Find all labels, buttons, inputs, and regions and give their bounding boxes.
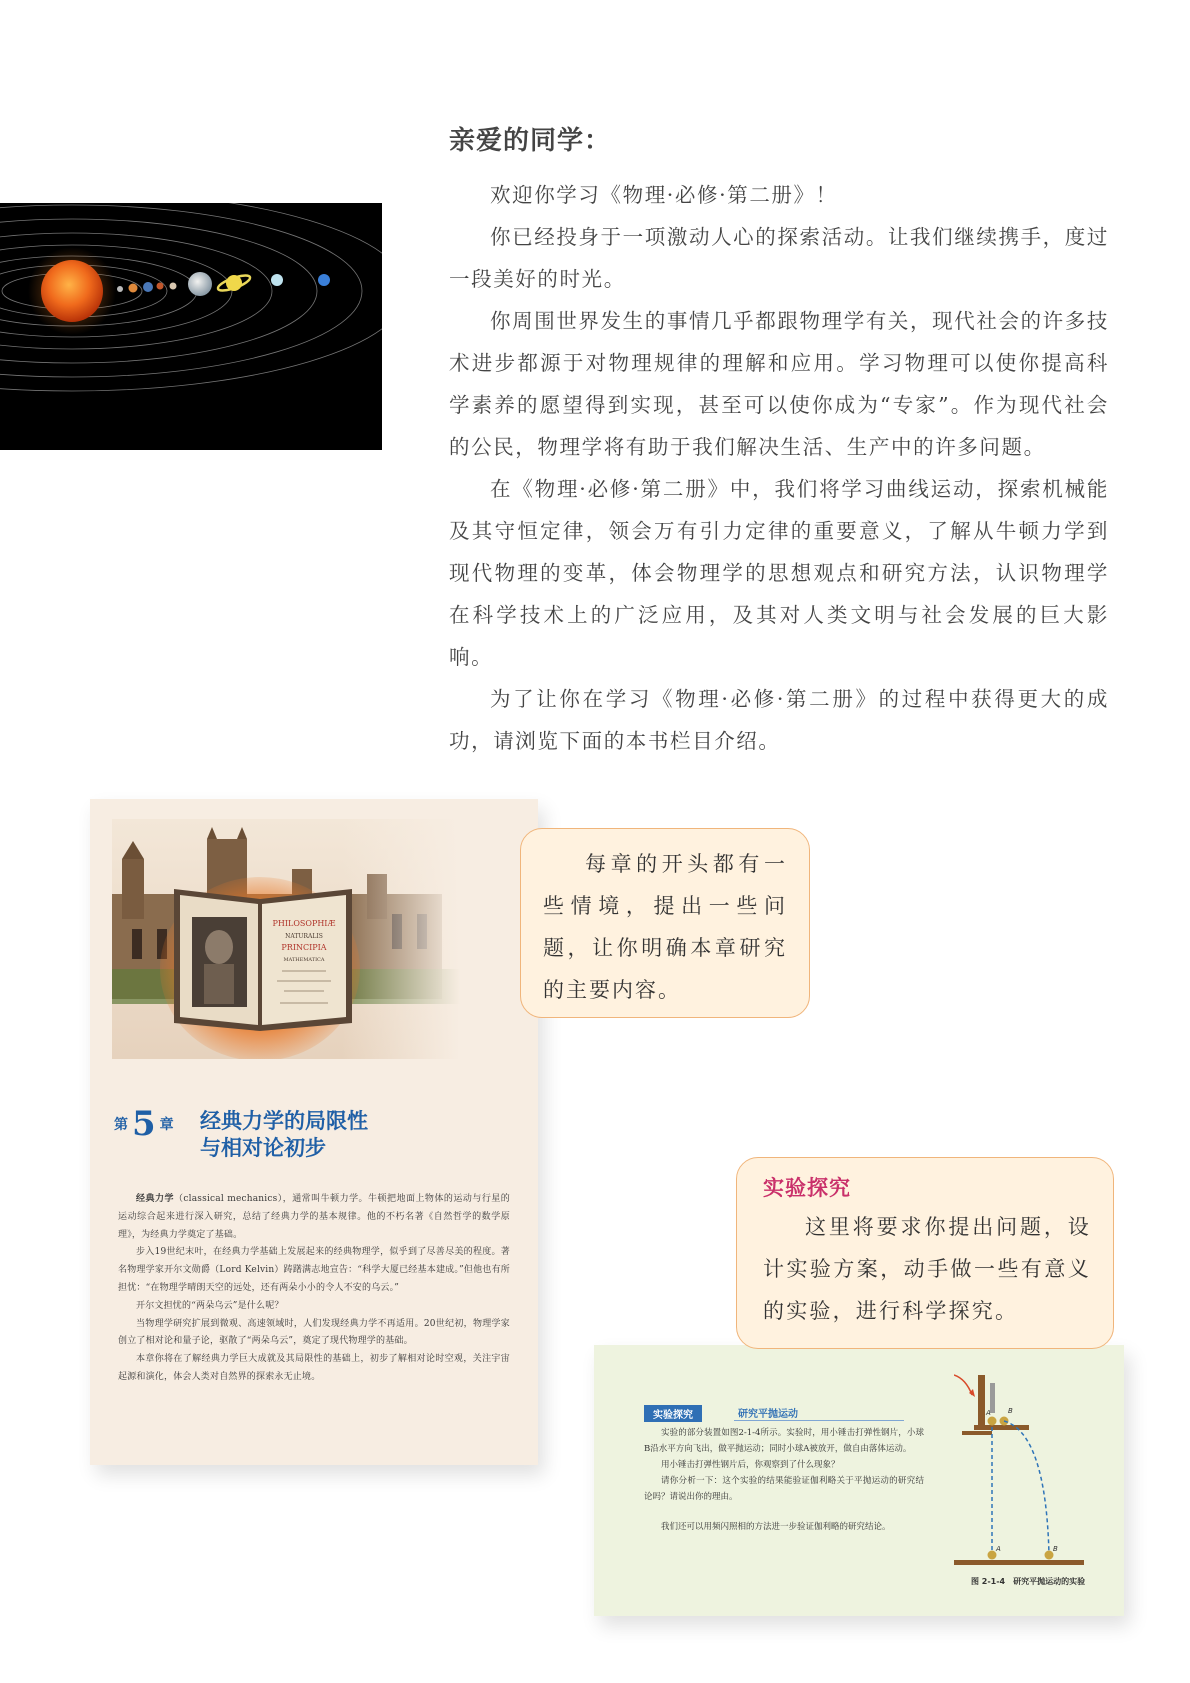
letter-paragraph: 你周围世界发生的事情几乎都跟物理学有关，现代社会的许多技术进步都源于对物理规律的理解和应用。学习物理可以使你提高科学素养的愿望得到实现，甚至可以使你成为“专家”。作为现代社会的公民，物理学将有助于我们解决生活、生产中的许多问题。: [449, 309, 1109, 459]
chapter-intro-paragraph: 当物理学研究扩展到微观、高速领域时，人们发现经典力学不再适用。20世纪初，物理学家创立了相对论和量子论，驱散了“两朵乌云”，奠定了现代物理学的基础。: [118, 1318, 510, 1347]
apparatus-stand: [978, 1375, 985, 1425]
planet-earth: [143, 282, 153, 292]
chapter-intro: [118, 1191, 510, 1387]
experiment-paragraph: 用小锤击打弹性钢片后，你观察到了什么现象？: [661, 1460, 840, 1470]
book-title-line: MATHEMATICA: [283, 957, 325, 963]
experiment-badge: 实验探究: [644, 1405, 702, 1422]
chapter-intro-paragraph: 开尔文担忧的“两朵乌云”是什么呢？: [136, 1300, 284, 1311]
experiment-paragraph: 我们还可以用频闪照相的方法进一步验证伽利略的研究结论。: [661, 1522, 891, 1532]
chapter-title-line: 与相对论初步: [200, 1135, 326, 1160]
label-b: B: [1053, 1545, 1058, 1553]
solar-system-image: [0, 203, 382, 450]
experiment-callout-title: 实验探究: [763, 1175, 851, 1200]
book-title-line: NATURALIS: [285, 933, 323, 940]
planet-jupiter: [188, 272, 212, 296]
chapter-photo: [112, 819, 460, 1059]
sun: [41, 260, 103, 322]
planet-saturn: [216, 272, 251, 293]
letter-paragraph: 欢迎你学习《物理·必修·第二册》！: [490, 183, 838, 207]
experiment-callout: [736, 1157, 1114, 1349]
planet-mercury: [117, 286, 123, 292]
chapter-number-prefix: 第: [114, 1117, 128, 1133]
greeting-heading: 亲爱的同学：: [449, 126, 612, 156]
experiment-paragraph: 实验的部分装置如图2-1-4所示。实验时，用小锤击打弹性钢片，小球B沿水平方向飞出，做平抛运动；同时小球A被放开，做自由落体运动。: [644, 1428, 924, 1454]
chapter-number: [114, 1104, 174, 1144]
experiment-body: [644, 1425, 924, 1535]
projectile-apparatus-figure: [954, 1365, 1084, 1575]
chapter-intro-paragraph: [118, 1191, 510, 1244]
experiment-paragraph: 请你分析一下：这个实验的结果能验证伽利略关于平抛运动的研究结论吗？请说出你的理由。: [644, 1476, 924, 1502]
ball-a-start: [988, 1417, 997, 1426]
projectile-path: [1004, 1421, 1049, 1555]
planet-mars: [157, 283, 164, 290]
chapter-intro-paragraph: 步入19世纪末叶，在经典力学基础上发展起来的经典物理学，似乎到了尽善尽美的程度。著名物理学家开尔文勋爵（Lord Kelvin）踌躇满志地宣告：“科学大厦已经基本建成。”但他也有所担忧：“在物理学晴朗天空的远处，还有两朵小小的令人不安的乌云。”: [118, 1247, 510, 1293]
label-a: A: [986, 1409, 991, 1417]
letter-paragraph: 你已经投身于一项激动人心的探索活动。让我们继续携手，度过一段美好的时光。: [449, 225, 1109, 291]
callout-text: 这里将要求你提出问题，设计实验方案，动手做一些有意义的实验，进行科学探究。: [763, 1215, 1091, 1323]
experiment-title-rule: [734, 1420, 904, 1421]
chapter-number-suffix: 章: [159, 1117, 174, 1133]
chapter-title: [200, 1107, 368, 1161]
book-title-line: PRINCIPIA: [281, 943, 327, 952]
label-a: A: [996, 1545, 1001, 1553]
letter-paragraph: 为了让你在学习《物理·必修·第二册》的过程中获得更大的成功，请浏览下面的本书栏目介绍。: [449, 687, 1109, 753]
chapter-opener-callout: [520, 828, 810, 1018]
figure-caption: 图 2-1-4 研究平抛运动的实验: [971, 1577, 1086, 1586]
book-title-line: PHILOSOPHIÆ: [272, 919, 336, 928]
planet-uranus: [271, 274, 283, 286]
chapter-intro-term: 经典力学: [136, 1194, 174, 1204]
planet-neptune: [318, 274, 330, 286]
letter-body: [449, 174, 1109, 762]
chapter-opener-preview: [90, 799, 538, 1465]
planet-small: [170, 283, 177, 290]
experiment-title: 研究平抛运动: [738, 1409, 798, 1420]
experiment-preview: [594, 1345, 1124, 1616]
planet-venus: [129, 284, 138, 293]
chapter-number-value: 5: [132, 1104, 156, 1144]
solar-system-illustration: [0, 203, 382, 450]
chapter-intro-paragraph: 本章你将在了解经典力学巨大成就及其局限性的基础上，初步了解相对论时空观，关注宇宙起源和演化，体会人类对自然界的探索永无止境。: [118, 1354, 510, 1382]
chapter-title-line: 经典力学的局限性: [200, 1108, 368, 1133]
letter-paragraph: 在《物理·必修·第二册》中，我们将学习曲线运动，探索机械能及其守恒定律，领会万有引力定律的重要意义，了解从牛顿力学到现代物理的变革，体会物理学的思想观点和研究方法，认识物理学在科学技术上的广泛应用，及其对人类文明与社会发展的巨大影响。: [449, 477, 1109, 669]
label-b: B: [1008, 1407, 1013, 1415]
callout-text: 每章的开头都有一些情境，提出一些问题，让你明确本章研究的主要内容。: [543, 852, 787, 1002]
principia-book: [174, 889, 352, 1031]
chapter-intro-text: （classical mechanics），通常叫牛顿力学。牛顿把地面上物体的运动与行星的运动综合起来进行深入研究，总结了经典力学的基本规律。他的不朽名著《自然哲学的数学原理》，为经典力学奠定了基础。: [118, 1194, 510, 1240]
